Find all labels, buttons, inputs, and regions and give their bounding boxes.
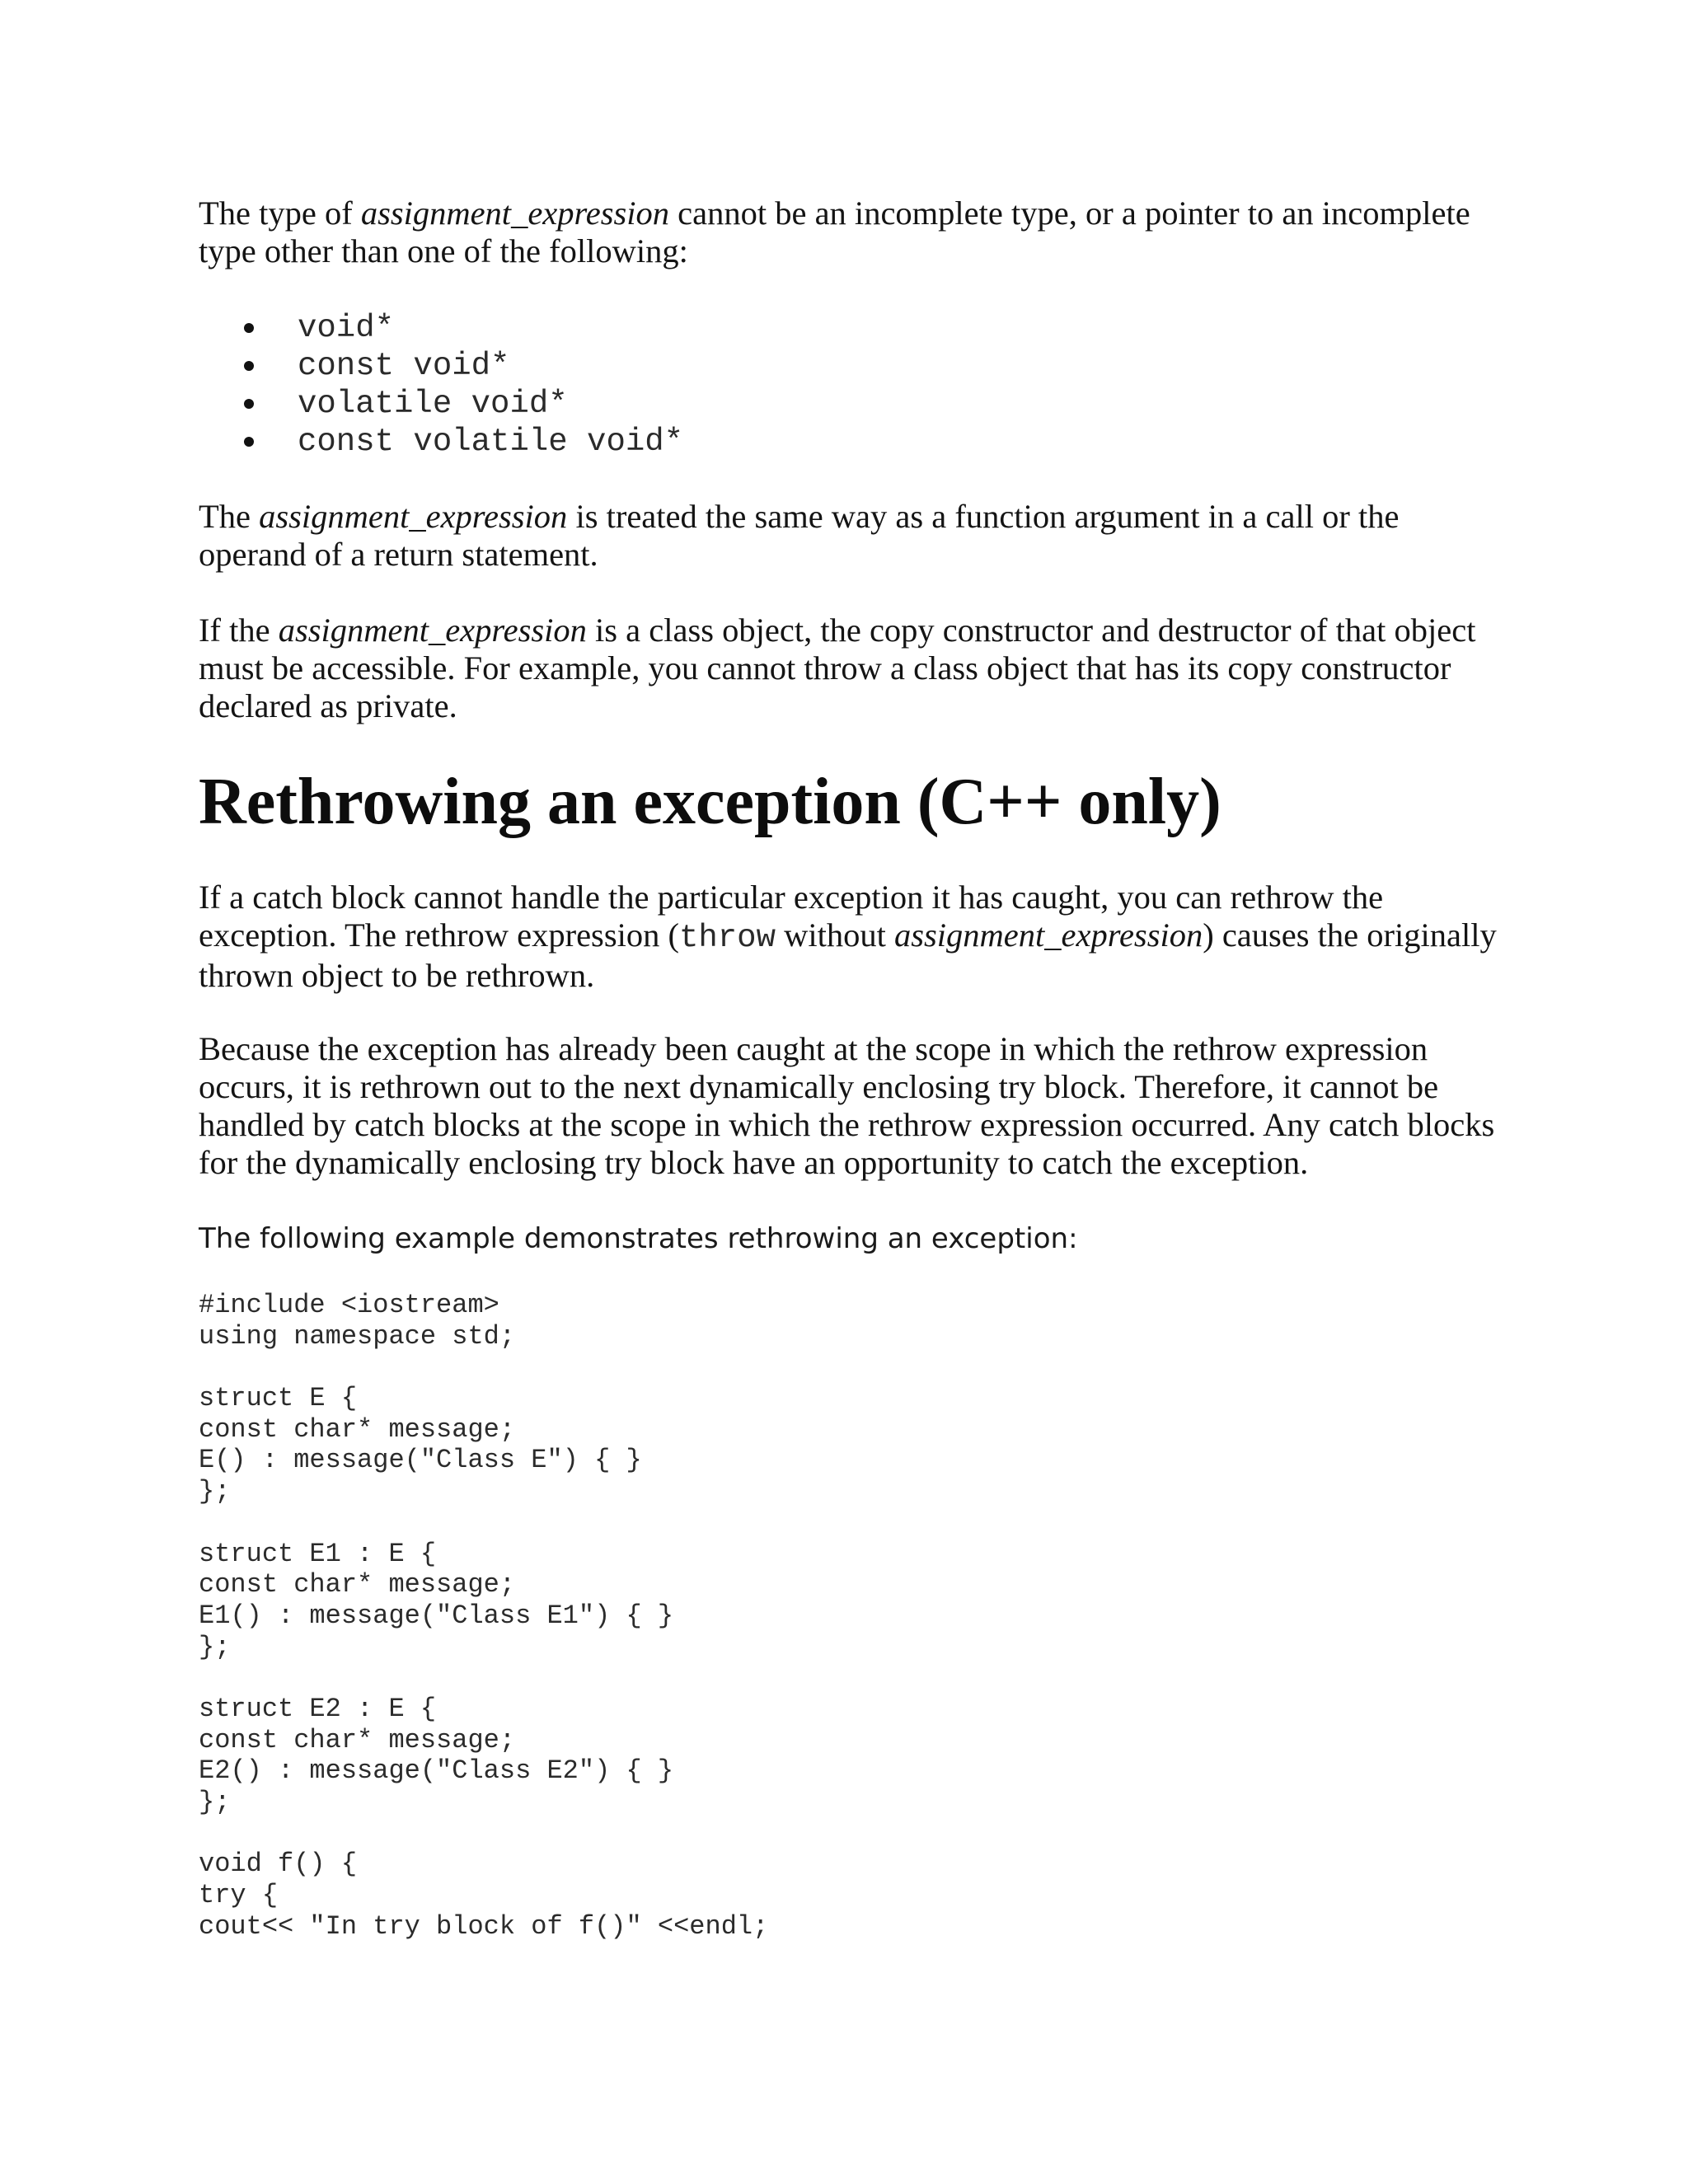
code-blank-line bbox=[199, 1818, 768, 1849]
pointer-type-list bbox=[199, 309, 940, 461]
code-line: }; bbox=[199, 1476, 231, 1507]
code-line: const char* message; bbox=[199, 1724, 516, 1755]
throw-keyword: throw bbox=[678, 920, 776, 956]
list-item-text: const void* bbox=[298, 348, 510, 384]
list-item bbox=[199, 385, 940, 423]
code-line: const char* message; bbox=[199, 1413, 516, 1445]
rethrow-text-b: without bbox=[775, 916, 894, 954]
code-line: E2() : message("Class E2") { } bbox=[199, 1755, 674, 1787]
treatment-term: assignment_expression bbox=[259, 498, 568, 535]
rethrow-text-a: If a catch block cannot handle the particular exception it has caught, you can rethrow the exception. The rethrow expression ( bbox=[199, 879, 1384, 954]
code-blank-line bbox=[199, 1352, 768, 1383]
code-line: #include <iostream> bbox=[199, 1290, 499, 1320]
rethrow-text-c: ) causes the originally thrown object to be rethrown. bbox=[199, 916, 1497, 994]
rethrow-paragraph bbox=[199, 879, 1501, 995]
intro-paragraph bbox=[199, 194, 1501, 270]
code-example bbox=[199, 1290, 768, 1942]
code-line: E1() : message("Class E1") { } bbox=[199, 1600, 674, 1631]
code-line: struct E2 : E { bbox=[199, 1693, 437, 1724]
bullet-icon bbox=[244, 323, 254, 333]
list-item bbox=[199, 347, 940, 385]
intro-text-b: cannot be an incomplete type, or a pointer to an incomplete type other than one of the following: bbox=[199, 194, 1470, 269]
scope-paragraph: Because the exception has already been caught at the scope in which the rethrow expression occurs, it is rethrown out to the next dynamically enclosing try block. Therefore, it cannot be handled by catch blocks at the scope in which the rethrow expression occurred. Any catch blocks for the dynamically enclosing try block have an opportunity to catch the exception. bbox=[199, 1030, 1495, 1181]
example-intro: The following example demonstrates rethrowing an exception: bbox=[199, 1222, 1078, 1255]
list-item-text: volatile void* bbox=[298, 386, 568, 422]
code-line: E() : message("Class E") { } bbox=[199, 1445, 642, 1476]
list-item-text: const volatile void* bbox=[298, 424, 684, 460]
code-line: cout<< "In try block of f()" <<endl; bbox=[199, 1910, 769, 1942]
code-line: const char* message; bbox=[199, 1569, 516, 1601]
code-blank-line bbox=[199, 1662, 768, 1694]
bullet-icon bbox=[244, 361, 254, 371]
code-line: try { bbox=[199, 1880, 279, 1911]
list-item bbox=[199, 423, 940, 461]
intro-text-a: The type of bbox=[199, 194, 361, 232]
code-line: void f() { bbox=[199, 1849, 358, 1880]
treatment-text-b: is treated the same way as a function argument in a call or the operand of a return statement. bbox=[199, 498, 1400, 573]
section-heading: Rethrowing an exception (C++ only) bbox=[199, 766, 1221, 838]
class-object-paragraph bbox=[199, 612, 1501, 725]
code-line: using namespace std; bbox=[199, 1320, 516, 1352]
class-object-term: assignment_expression bbox=[278, 612, 587, 649]
code-line: struct E1 : E { bbox=[199, 1538, 437, 1569]
intro-term: assignment_expression bbox=[360, 194, 670, 232]
class-object-text-a: If the bbox=[199, 612, 279, 649]
code-line: struct E { bbox=[199, 1383, 358, 1414]
code-line: }; bbox=[199, 1631, 231, 1662]
rethrow-term: assignment_expression bbox=[894, 916, 1203, 954]
treatment-text-a: The bbox=[199, 498, 260, 535]
bullet-icon bbox=[244, 399, 254, 409]
treatment-paragraph bbox=[199, 498, 1501, 574]
code-blank-line bbox=[199, 1507, 768, 1539]
class-object-text-b: is a class object, the copy constructor and destructor of that object must be accessible. For example, you cannot throw a class object that has its copy constructor declared as private. bbox=[199, 612, 1476, 724]
list-item-text: void* bbox=[298, 310, 395, 346]
list-item bbox=[199, 309, 940, 347]
bullet-icon bbox=[244, 437, 254, 447]
code-line: }; bbox=[199, 1787, 231, 1817]
